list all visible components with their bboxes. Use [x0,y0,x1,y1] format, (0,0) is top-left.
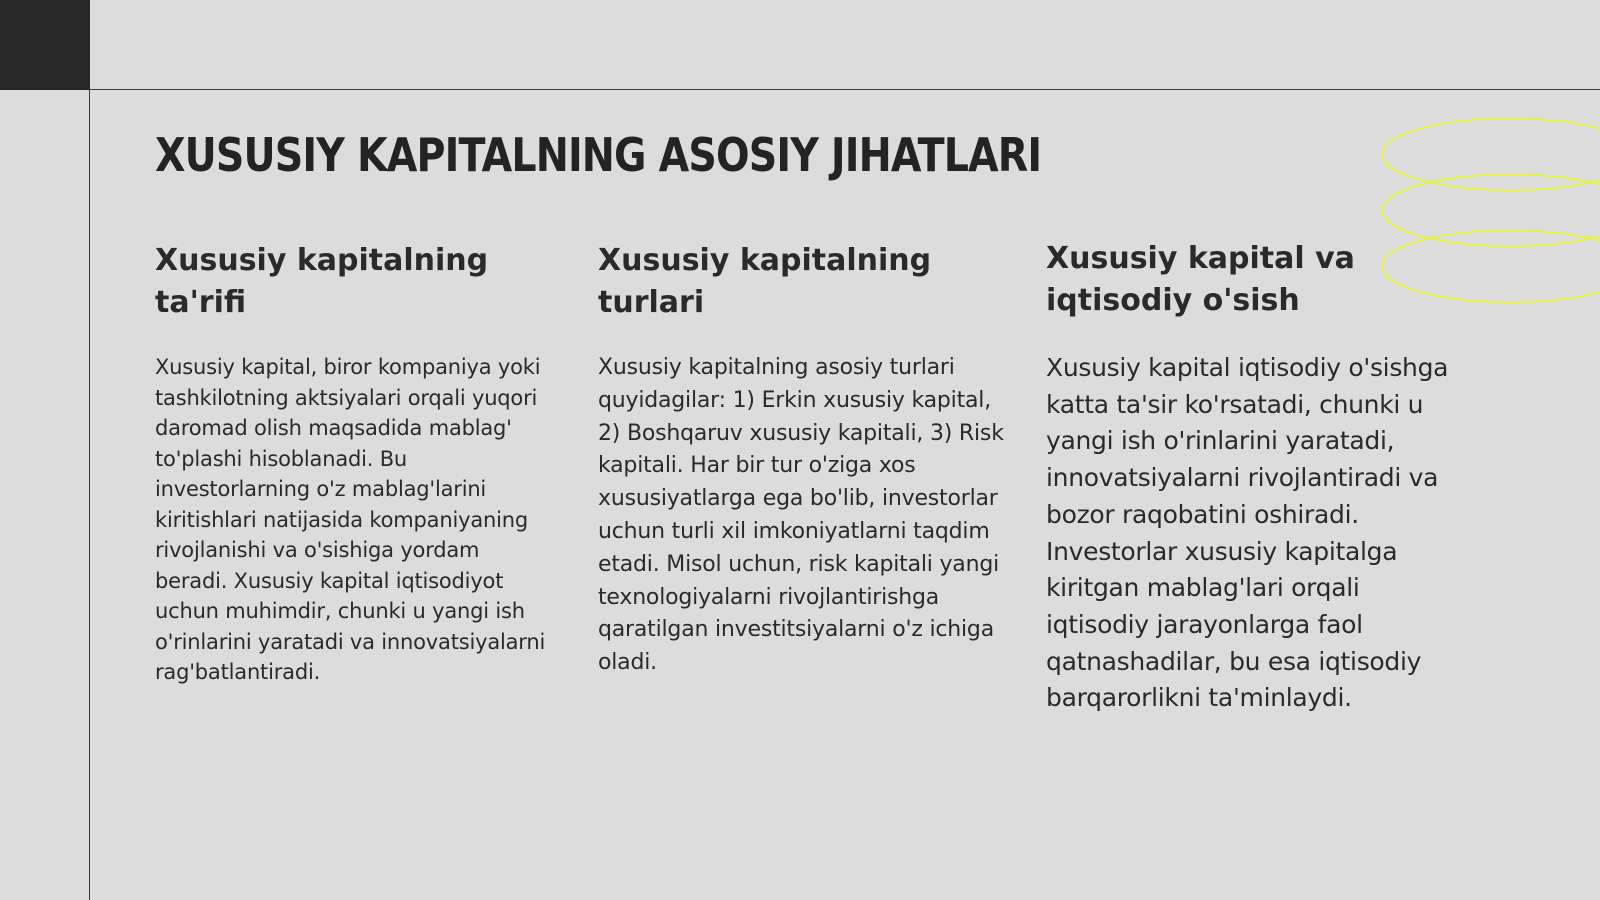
column-heading: Xususiy kapital va iqtisodiy o'sish [1046,241,1355,318]
column-definition [155,240,555,688]
left-divider [89,90,90,900]
column-body: Xususiy kapital iqtisodiy o'sishga katta ta'sir ko'rsatadi, chunki u yangi ish o'rinlarini yaratadi, innovatsiyalarni rivojlantiradi va bozor raqobatini oshiradi. Investorlar xususiy kapitalga kiritgan mablag'lari orqali iqtisodiy jarayonlarga faol qatnashadilar, bu esa iqtisodiy barqarorlikni ta'minlaydi. [1046,353,1449,713]
column-body: Xususiy kapitalning asosiy turlari quyidagilar: 1) Erkin xususiy kapital, 2) Boshqaruv xususiy kapitali, 3) Risk kapitali. Har bir tur o'ziga xos xususiyatlarga ega bo'lib, investorlar uchun turli xil imkoniyatlarni taqdim etadi. Misol uchun, risk kapitali yangi texnologiyalarni rivojlantirishga qaratilgan investitsiyalarni o'z ichiga oladi. [598,355,1004,676]
column-heading: Xususiy kapitalning ta'rifi [155,243,489,320]
corner-block [0,0,90,90]
column-economic-growth [1046,238,1466,717]
column-body: Xususiy kapital, biror kompaniya yoki tashkilotning aktsiyalari orqali yuqori daromad olish maqsadida mablag' to'plashi hisoblanadi. Bu investorlarning o'z mablag'larini kiritishlari natijasida kompaniyaning rivojlanishi va o'sishiga yordam beradi. Xususiy kapital iqtisodiyot uchun muhimdir, chunki u yangi ish o'rinlarini yaratadi va innovatsiyalarni rag'batlantiradi. [155,355,546,684]
slide-title: XUSUSIY KAPITALNING ASOSIY JIHATLARI [155,128,1042,182]
column-heading: Xususiy kapitalning turlari [598,243,932,320]
column-types [598,240,1008,680]
top-divider [90,89,1600,90]
